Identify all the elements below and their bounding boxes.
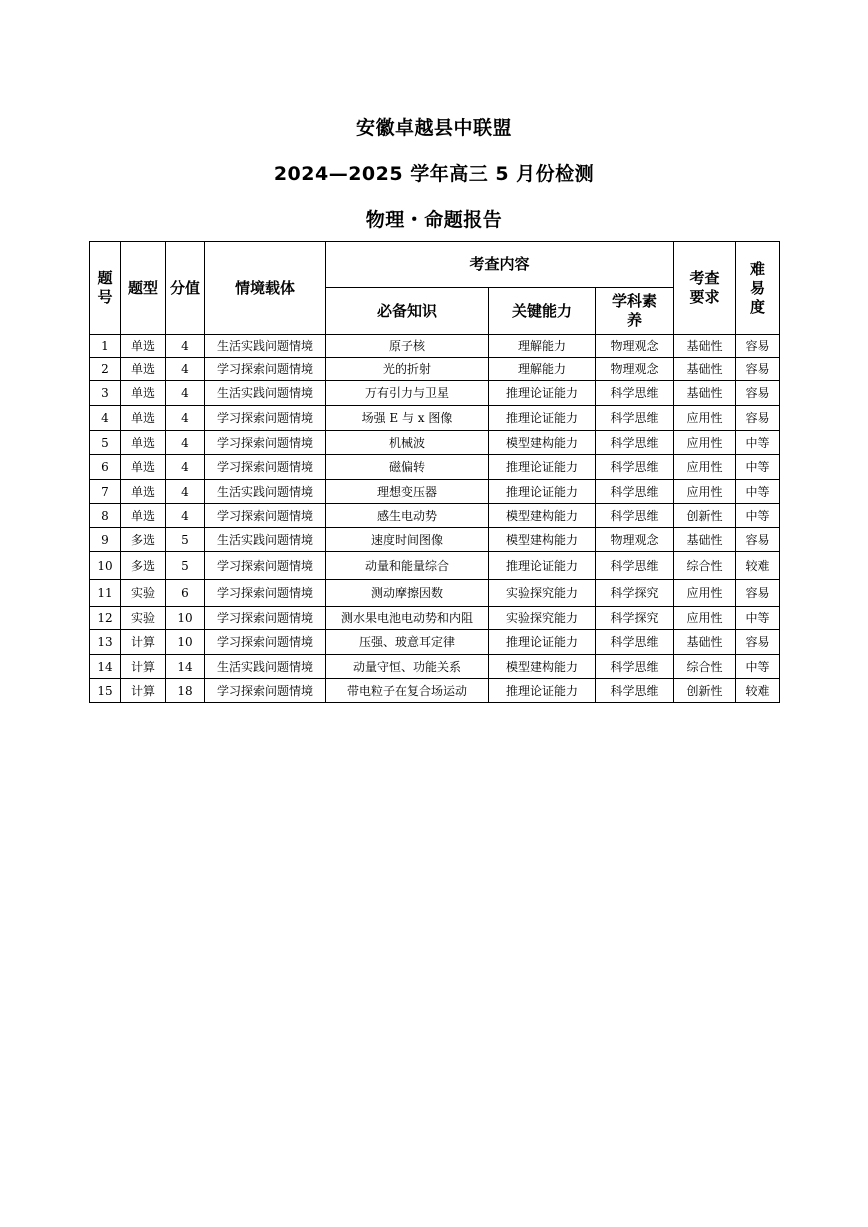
cell-requirement: 创新性 — [674, 504, 736, 528]
cell-no: 11 — [90, 580, 121, 607]
proposition-report-table — [89, 241, 780, 703]
cell-requirement: 应用性 — [674, 431, 736, 455]
cell-ability: 理解能力 — [489, 335, 596, 358]
table-body — [90, 335, 780, 703]
cell-type: 单选 — [121, 431, 166, 455]
cell-difficulty: 中等 — [736, 455, 780, 480]
cell-difficulty: 容易 — [736, 630, 780, 655]
cell-requirement: 应用性 — [674, 607, 736, 630]
header-literacy: 学科素养 — [596, 288, 674, 335]
cell-requirement: 基础性 — [674, 335, 736, 358]
cell-score: 4 — [166, 431, 205, 455]
cell-ability: 推理论证能力 — [489, 381, 596, 406]
cell-literacy: 科学思维 — [596, 381, 674, 406]
table-row — [90, 455, 780, 480]
cell-knowledge: 测水果电池电动势和内阻 — [326, 607, 489, 630]
cell-knowledge: 原子核 — [326, 335, 489, 358]
cell-context: 学习探索问题情境 — [205, 552, 326, 580]
cell-requirement: 应用性 — [674, 406, 736, 431]
cell-literacy: 科学思维 — [596, 480, 674, 504]
header-question-no: 题号 — [90, 242, 121, 335]
cell-score: 4 — [166, 455, 205, 480]
cell-literacy: 科学思维 — [596, 504, 674, 528]
table-row — [90, 335, 780, 358]
header-ability: 关键能力 — [489, 288, 596, 335]
cell-requirement: 应用性 — [674, 455, 736, 480]
cell-no: 2 — [90, 358, 121, 381]
document-title-alliance: 安徽卓越县中联盟 — [355, 117, 512, 139]
cell-type: 计算 — [121, 630, 166, 655]
table-row — [90, 381, 780, 406]
cell-type: 实验 — [121, 580, 166, 607]
cell-literacy: 物理观念 — [596, 335, 674, 358]
cell-score: 4 — [166, 381, 205, 406]
cell-type: 单选 — [121, 358, 166, 381]
header-difficulty: 难易度 — [736, 242, 780, 335]
cell-difficulty: 中等 — [736, 431, 780, 455]
cell-ability: 模型建构能力 — [489, 528, 596, 552]
table-row — [90, 358, 780, 381]
header-score: 分值 — [166, 242, 205, 335]
header-knowledge: 必备知识 — [326, 288, 489, 335]
cell-requirement: 综合性 — [674, 552, 736, 580]
cell-no: 14 — [90, 655, 121, 679]
cell-type: 单选 — [121, 381, 166, 406]
cell-ability: 模型建构能力 — [489, 504, 596, 528]
table-row — [90, 607, 780, 630]
cell-ability: 推理论证能力 — [489, 679, 596, 703]
cell-type: 多选 — [121, 528, 166, 552]
cell-score: 4 — [166, 504, 205, 528]
table-row — [90, 580, 780, 607]
cell-literacy: 科学思维 — [596, 431, 674, 455]
table-row — [90, 655, 780, 679]
cell-ability: 推理论证能力 — [489, 552, 596, 580]
header-content-group: 考查内容 — [326, 242, 674, 288]
cell-type: 计算 — [121, 655, 166, 679]
cell-knowledge: 带电粒子在复合场运动 — [326, 679, 489, 703]
cell-requirement: 基础性 — [674, 528, 736, 552]
cell-literacy: 物理观念 — [596, 528, 674, 552]
cell-score: 4 — [166, 335, 205, 358]
cell-context: 学习探索问题情境 — [205, 406, 326, 431]
cell-no: 6 — [90, 455, 121, 480]
cell-score: 14 — [166, 655, 205, 679]
cell-context: 学习探索问题情境 — [205, 630, 326, 655]
cell-type: 计算 — [121, 679, 166, 703]
cell-no: 8 — [90, 504, 121, 528]
table-row — [90, 406, 780, 431]
cell-knowledge: 机械波 — [326, 431, 489, 455]
cell-no: 9 — [90, 528, 121, 552]
cell-knowledge: 动量守恒、功能关系 — [326, 655, 489, 679]
cell-knowledge: 光的折射 — [326, 358, 489, 381]
table-row — [90, 528, 780, 552]
cell-no: 13 — [90, 630, 121, 655]
cell-difficulty: 容易 — [736, 580, 780, 607]
cell-literacy: 科学探究 — [596, 607, 674, 630]
cell-difficulty: 较难 — [736, 552, 780, 580]
cell-difficulty: 容易 — [736, 335, 780, 358]
cell-difficulty: 中等 — [736, 480, 780, 504]
cell-ability: 实验探究能力 — [489, 580, 596, 607]
cell-literacy: 科学思维 — [596, 655, 674, 679]
cell-requirement: 综合性 — [674, 655, 736, 679]
cell-requirement: 应用性 — [674, 480, 736, 504]
cell-ability: 实验探究能力 — [489, 607, 596, 630]
cell-literacy: 科学思维 — [596, 552, 674, 580]
cell-score: 10 — [166, 630, 205, 655]
table-row — [90, 431, 780, 455]
table-row — [90, 504, 780, 528]
cell-difficulty: 中等 — [736, 655, 780, 679]
cell-knowledge: 感生电动势 — [326, 504, 489, 528]
cell-context: 学习探索问题情境 — [205, 607, 326, 630]
cell-context: 学习探索问题情境 — [205, 455, 326, 480]
cell-ability: 推理论证能力 — [489, 480, 596, 504]
cell-no: 10 — [90, 552, 121, 580]
cell-type: 单选 — [121, 335, 166, 358]
cell-type: 单选 — [121, 455, 166, 480]
cell-context: 生活实践问题情境 — [205, 381, 326, 406]
document-title-exam: 2024—2025 学年高三 5 月份检测 — [273, 163, 595, 185]
document-title-subject: 物理・命题报告 — [365, 209, 503, 231]
cell-ability: 模型建构能力 — [489, 655, 596, 679]
cell-knowledge: 磁偏转 — [326, 455, 489, 480]
cell-literacy: 科学思维 — [596, 406, 674, 431]
cell-difficulty: 容易 — [736, 358, 780, 381]
cell-knowledge: 测动摩擦因数 — [326, 580, 489, 607]
table-row — [90, 480, 780, 504]
cell-difficulty: 中等 — [736, 607, 780, 630]
cell-ability: 推理论证能力 — [489, 455, 596, 480]
header-context: 情境载体 — [205, 242, 326, 335]
cell-knowledge: 场强 E 与 x 图像 — [326, 406, 489, 431]
cell-literacy: 科学探究 — [596, 580, 674, 607]
cell-type: 实验 — [121, 607, 166, 630]
cell-context: 生活实践问题情境 — [205, 335, 326, 358]
cell-context: 学习探索问题情境 — [205, 679, 326, 703]
cell-no: 7 — [90, 480, 121, 504]
cell-requirement: 基础性 — [674, 358, 736, 381]
cell-score: 5 — [166, 552, 205, 580]
cell-literacy: 科学思维 — [596, 630, 674, 655]
cell-score: 18 — [166, 679, 205, 703]
cell-context: 学习探索问题情境 — [205, 431, 326, 455]
cell-score: 6 — [166, 580, 205, 607]
cell-type: 单选 — [121, 504, 166, 528]
header-requirement: 考查要求 — [674, 242, 736, 335]
cell-knowledge: 压强、玻意耳定律 — [326, 630, 489, 655]
cell-requirement: 创新性 — [674, 679, 736, 703]
cell-literacy: 科学思维 — [596, 455, 674, 480]
header-question-type: 题型 — [121, 242, 166, 335]
table-row — [90, 630, 780, 655]
table-row — [90, 552, 780, 580]
cell-literacy: 科学思维 — [596, 679, 674, 703]
cell-no: 15 — [90, 679, 121, 703]
cell-score: 4 — [166, 480, 205, 504]
cell-difficulty: 容易 — [736, 528, 780, 552]
cell-ability: 模型建构能力 — [489, 431, 596, 455]
cell-context: 学习探索问题情境 — [205, 580, 326, 607]
cell-knowledge: 理想变压器 — [326, 480, 489, 504]
cell-context: 学习探索问题情境 — [205, 504, 326, 528]
cell-ability: 推理论证能力 — [489, 406, 596, 431]
cell-literacy: 物理观念 — [596, 358, 674, 381]
cell-difficulty: 中等 — [736, 504, 780, 528]
cell-type: 多选 — [121, 552, 166, 580]
cell-knowledge: 速度时间图像 — [326, 528, 489, 552]
cell-context: 生活实践问题情境 — [205, 528, 326, 552]
cell-no: 4 — [90, 406, 121, 431]
cell-ability: 推理论证能力 — [489, 630, 596, 655]
cell-difficulty: 较难 — [736, 679, 780, 703]
cell-requirement: 基础性 — [674, 381, 736, 406]
cell-knowledge: 万有引力与卫星 — [326, 381, 489, 406]
cell-difficulty: 容易 — [736, 381, 780, 406]
cell-score: 4 — [166, 358, 205, 381]
cell-difficulty: 容易 — [736, 406, 780, 431]
cell-score: 10 — [166, 607, 205, 630]
cell-type: 单选 — [121, 480, 166, 504]
cell-score: 4 — [166, 406, 205, 431]
cell-context: 生活实践问题情境 — [205, 480, 326, 504]
cell-no: 3 — [90, 381, 121, 406]
cell-requirement: 应用性 — [674, 580, 736, 607]
cell-no: 12 — [90, 607, 121, 630]
table-row — [90, 679, 780, 703]
cell-requirement: 基础性 — [674, 630, 736, 655]
cell-score: 5 — [166, 528, 205, 552]
cell-context: 生活实践问题情境 — [205, 655, 326, 679]
cell-no: 1 — [90, 335, 121, 358]
cell-type: 单选 — [121, 406, 166, 431]
cell-no: 5 — [90, 431, 121, 455]
cell-context: 学习探索问题情境 — [205, 358, 326, 381]
cell-ability: 理解能力 — [489, 358, 596, 381]
cell-knowledge: 动量和能量综合 — [326, 552, 489, 580]
